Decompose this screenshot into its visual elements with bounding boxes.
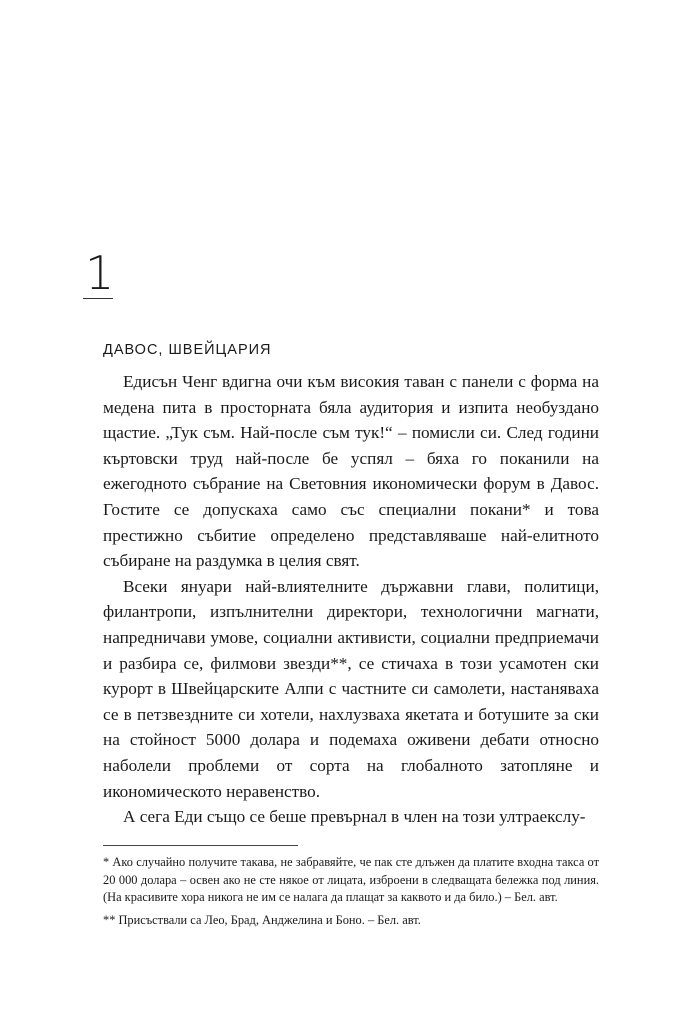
- chapter-location: ДАВОС, ШВЕЙЦАРИЯ: [103, 342, 272, 358]
- paragraph-3: А сега Еди също се беше превърнал в член на този ултраекслу-: [123, 807, 586, 827]
- footnotes: [103, 854, 599, 929]
- body-text: [103, 369, 599, 830]
- footnote-2: ** Присъствали са Лео, Брад, Анджелина и Боно. – Бел. авт.: [103, 912, 421, 927]
- chapter-rule: [83, 298, 113, 299]
- paragraph-1: Едисън Ченг вдигна очи към високия таван с панели с форма на медена пита в просторната бяла аудитория и изпита необуздано щастие. „Тук съм. Най-после съм тук!“ – помисли си. След години къртовски труд най-после бе успял – бяха го поканили на ежегодното събрание на Световния икономически форум в Давос. Гостите се допускаха само със специални покани* и това престижно събитие определено представляваше най-елитното събиране на раздумка в целия свят.: [103, 372, 599, 571]
- chapter-number: 1: [85, 246, 115, 300]
- footnote-divider: [103, 845, 298, 846]
- paragraph-2: Всеки януари най-влиятелните държавни глави, политици, филантропи, изпълнителни директори, технологични магнати, напредничави умове, социални активисти, социални предприемачи и разбира се, филмови звезди**, се стичаха в този усамотен ски курорт в Швейцарските Алпи с частните си самолети, настаняваха се в петзвездните си хотели, нахлузваха якетата и ботушите за ски на стойност 5000 долара и подемаха оживени дебати относно наболели проблеми от сорта на глобалното затопляне и икономическото неравенство.: [103, 576, 599, 801]
- footnote-1: * Ако случайно получите такава, не забравяйте, че пак сте длъжен да платите входна такса от 20 000 долара – освен ако не сте някое от лицата, изброени в следващата бележка под линия. (На красивите хора никога не им се налага да плащат за каквото и да било.) – Бел. авт.: [103, 855, 599, 904]
